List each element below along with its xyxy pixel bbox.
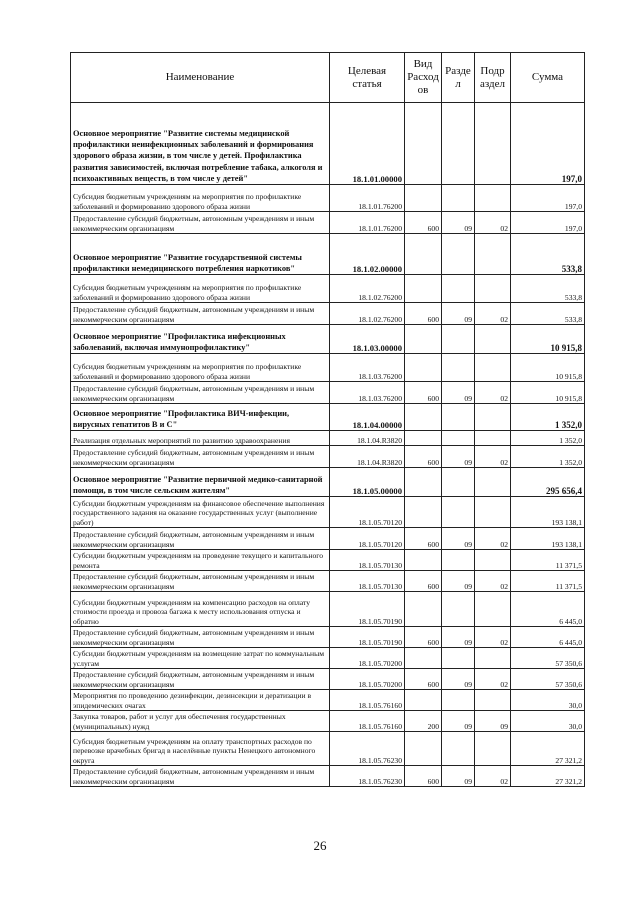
cell-expense-type — [405, 325, 442, 354]
table-row — [71, 446, 585, 468]
cell-expense-type — [405, 690, 442, 711]
table-row — [71, 431, 585, 446]
cell-section — [442, 497, 475, 528]
cell-target-article: 18.1.05.70190 — [330, 592, 405, 627]
cell-sum: 197,0 — [511, 185, 585, 212]
cell-name: Субсидия бюджетным учреждениям на оплату транспортных расходов по перевозке врачебных бригад в населённые пункты Ненецкого автономного округа — [71, 732, 330, 766]
cell-expense-type — [405, 234, 442, 275]
cell-target-article: 18.1.03.00000 — [330, 325, 405, 354]
cell-sum: 295 656,4 — [511, 468, 585, 497]
cell-sum: 11 371,5 — [511, 571, 585, 592]
cell-subsection — [475, 103, 511, 185]
cell-target-article: 18.1.05.70130 — [330, 550, 405, 571]
cell-name: Субсидия бюджетным учреждениям на мероприятия по профилактике заболеваний и формированию здорового образа жизни — [71, 275, 330, 303]
section-row — [71, 468, 585, 497]
table-body — [71, 103, 585, 787]
cell-target-article: 18.1.05.70190 — [330, 627, 405, 648]
header-sum: Сумма — [511, 53, 585, 103]
cell-name: Предоставление субсидий бюджетным, автономным учреждениям и иным некоммерческим организациям — [71, 571, 330, 592]
cell-sum: 57 350,6 — [511, 648, 585, 669]
cell-section — [442, 404, 475, 431]
cell-section: 09 — [442, 571, 475, 592]
cell-subsection — [475, 592, 511, 627]
cell-section: 09 — [442, 766, 475, 787]
cell-expense-type — [405, 468, 442, 497]
table-row — [71, 303, 585, 325]
header-name: Наименование — [71, 53, 330, 103]
cell-section — [442, 185, 475, 212]
cell-subsection: 02 — [475, 627, 511, 648]
cell-expense-type: 600 — [405, 382, 442, 404]
cell-expense-type: 600 — [405, 571, 442, 592]
cell-section — [442, 732, 475, 766]
cell-target-article: 18.1.01.76200 — [330, 212, 405, 234]
cell-sum: 6 445,0 — [511, 627, 585, 648]
cell-name: Субсидии бюджетным учреждениям на компенсацию расходов на оплату стоимости проезда и провоза багажа к месту использования отпуска и обратно — [71, 592, 330, 627]
cell-section — [442, 690, 475, 711]
cell-subsection — [475, 325, 511, 354]
table-row — [71, 627, 585, 648]
cell-name: Предоставление субсидий бюджетным, автономным учреждениям и иным некоммерческим организациям — [71, 446, 330, 468]
cell-name: Субсидия бюджетным учреждениям на мероприятия по профилактике заболеваний и формированию здорового образа жизни — [71, 185, 330, 212]
cell-subsection: 02 — [475, 212, 511, 234]
cell-subsection — [475, 732, 511, 766]
section-row — [71, 404, 585, 431]
cell-sum: 197,0 — [511, 103, 585, 185]
cell-subsection: 02 — [475, 382, 511, 404]
cell-name: Предоставление субсидий бюджетным, автономным учреждениям и иным некоммерческим организациям — [71, 382, 330, 404]
cell-subsection: 02 — [475, 528, 511, 550]
cell-section: 09 — [442, 627, 475, 648]
cell-expense-type — [405, 185, 442, 212]
section-row — [71, 325, 585, 354]
cell-sum: 10 915,8 — [511, 325, 585, 354]
cell-subsection — [475, 275, 511, 303]
cell-expense-type: 600 — [405, 303, 442, 325]
cell-expense-type: 200 — [405, 711, 442, 732]
table-row — [71, 275, 585, 303]
cell-section: 09 — [442, 382, 475, 404]
cell-section — [442, 648, 475, 669]
cell-subsection — [475, 497, 511, 528]
cell-name: Основное мероприятие "Развитие системы медицинской профилактики неинфекционных заболеваний и формирования здорового образа жизни, в том числе у детей. Профилактика развития зависимостей, включая потребление табака, алкоголя и психоактивных веществ, в том числе у детей" — [71, 103, 330, 185]
cell-name: Основное мероприятие "Профилактика ВИЧ-инфекции, вирусных гепатитов В и С" — [71, 404, 330, 431]
section-row — [71, 234, 585, 275]
cell-section: 09 — [442, 528, 475, 550]
cell-name: Субсидии бюджетным учреждениям на возмещение затрат по коммунальным услугам — [71, 648, 330, 669]
cell-section: 09 — [442, 711, 475, 732]
cell-name: Предоставление субсидий бюджетным, автономным учреждениям и иным некоммерческим организациям — [71, 303, 330, 325]
cell-target-article: 18.1.02.00000 — [330, 234, 405, 275]
cell-sum: 27 321,2 — [511, 766, 585, 787]
cell-section: 09 — [442, 446, 475, 468]
cell-target-article: 18.1.03.76200 — [330, 354, 405, 382]
cell-target-article: 18.1.05.70130 — [330, 571, 405, 592]
cell-target-article: 18.1.01.00000 — [330, 103, 405, 185]
cell-expense-type — [405, 550, 442, 571]
cell-subsection: 02 — [475, 766, 511, 787]
cell-sum: 10 915,8 — [511, 354, 585, 382]
table-row — [71, 382, 585, 404]
cell-subsection: 02 — [475, 669, 511, 690]
section-row — [71, 103, 585, 185]
cell-expense-type — [405, 103, 442, 185]
cell-target-article: 18.1.05.76230 — [330, 732, 405, 766]
cell-subsection — [475, 468, 511, 497]
table-row — [71, 497, 585, 528]
cell-expense-type — [405, 648, 442, 669]
header-rz: Разде л — [442, 53, 475, 103]
cell-target-article: 18.1.05.00000 — [330, 468, 405, 497]
cell-subsection — [475, 185, 511, 212]
table-row — [71, 185, 585, 212]
cell-sum: 10 915,8 — [511, 382, 585, 404]
cell-target-article: 18.1.01.76200 — [330, 185, 405, 212]
cell-section: 09 — [442, 303, 475, 325]
cell-name: Субсидии бюджетным учреждениям на финансовое обеспечение выполнения государственного задания на оказание государственных услуг (выполнение работ) — [71, 497, 330, 528]
cell-name: Субсидия бюджетным учреждениям на мероприятия по профилактике заболеваний и формированию здорового образа жизни — [71, 354, 330, 382]
cell-sum: 193 138,1 — [511, 528, 585, 550]
table-row — [71, 354, 585, 382]
cell-subsection: 09 — [475, 711, 511, 732]
page-number: 26 — [313, 838, 327, 853]
cell-sum: 57 350,6 — [511, 669, 585, 690]
cell-sum: 1 352,0 — [511, 431, 585, 446]
cell-expense-type: 600 — [405, 766, 442, 787]
header-vr: Вид Расход ов — [405, 53, 442, 103]
cell-section — [442, 103, 475, 185]
table-row — [71, 690, 585, 711]
cell-expense-type: 600 — [405, 446, 442, 468]
cell-name: Предоставление субсидий бюджетным, автономным учреждениям и иным некоммерческим организациям — [71, 212, 330, 234]
cell-expense-type: 600 — [405, 627, 442, 648]
cell-section — [442, 431, 475, 446]
cell-expense-type — [405, 592, 442, 627]
cell-sum: 533,8 — [511, 234, 585, 275]
cell-subsection — [475, 354, 511, 382]
cell-expense-type: 600 — [405, 669, 442, 690]
cell-name: Реализация отдельных мероприятий по развитию здравоохранения — [71, 431, 330, 446]
cell-target-article: 18.1.02.76200 — [330, 303, 405, 325]
cell-target-article: 18.1.05.70120 — [330, 497, 405, 528]
cell-section — [442, 275, 475, 303]
cell-name: Основное мероприятие "Развитие государственной системы профилактики немедицинского потребления наркотиков" — [71, 234, 330, 275]
cell-target-article: 18.1.02.76200 — [330, 275, 405, 303]
cell-section — [442, 592, 475, 627]
cell-target-article: 18.1.05.70120 — [330, 528, 405, 550]
cell-sum: 6 445,0 — [511, 592, 585, 627]
table-row — [71, 732, 585, 766]
cell-target-article: 18.1.05.76160 — [330, 711, 405, 732]
cell-expense-type — [405, 497, 442, 528]
header-pr: Подр аздел — [475, 53, 511, 103]
table-row — [71, 550, 585, 571]
cell-target-article: 18.1.03.76200 — [330, 382, 405, 404]
cell-subsection — [475, 404, 511, 431]
cell-expense-type — [405, 732, 442, 766]
cell-name: Предоставление субсидий бюджетным, автономным учреждениям и иным некоммерческим организациям — [71, 766, 330, 787]
cell-subsection — [475, 690, 511, 711]
cell-subsection: 02 — [475, 446, 511, 468]
cell-target-article: 18.1.05.70200 — [330, 669, 405, 690]
cell-section: 09 — [442, 669, 475, 690]
cell-subsection: 02 — [475, 303, 511, 325]
cell-section — [442, 234, 475, 275]
budget-table — [70, 52, 585, 787]
cell-expense-type — [405, 404, 442, 431]
cell-subsection — [475, 648, 511, 669]
table-row — [71, 571, 585, 592]
cell-sum: 30,0 — [511, 711, 585, 732]
cell-target-article: 18.1.04.R3820 — [330, 431, 405, 446]
cell-expense-type — [405, 354, 442, 382]
cell-expense-type: 600 — [405, 528, 442, 550]
cell-expense-type: 600 — [405, 212, 442, 234]
table-row — [71, 592, 585, 627]
table-row — [71, 648, 585, 669]
table-row — [71, 669, 585, 690]
cell-name: Основное мероприятие "Развитие первичной медико-санитарной помощи, в том числе сельским жителям" — [71, 468, 330, 497]
cell-target-article: 18.1.05.70200 — [330, 648, 405, 669]
cell-section — [442, 325, 475, 354]
cell-expense-type — [405, 431, 442, 446]
cell-target-article: 18.1.04.00000 — [330, 404, 405, 431]
cell-sum: 533,8 — [511, 303, 585, 325]
table-header — [71, 53, 585, 103]
cell-section — [442, 550, 475, 571]
cell-name: Основное мероприятие "Профилактика инфекционных заболеваний, включая иммунопрофилактику" — [71, 325, 330, 354]
cell-subsection — [475, 234, 511, 275]
cell-target-article: 18.1.04.R3820 — [330, 446, 405, 468]
cell-name: Предоставление субсидий бюджетным, автономным учреждениям и иным некоммерческим организациям — [71, 669, 330, 690]
cell-name: Предоставление субсидий бюджетным, автономным учреждениям и иным некоммерческим организациям — [71, 627, 330, 648]
cell-expense-type — [405, 275, 442, 303]
header-row — [71, 53, 585, 103]
cell-sum: 533,8 — [511, 275, 585, 303]
table-row — [71, 528, 585, 550]
cell-sum: 27 321,2 — [511, 732, 585, 766]
cell-target-article: 18.1.05.76160 — [330, 690, 405, 711]
header-code: Целевая статья — [330, 53, 405, 103]
cell-name: Субсидии бюджетным учреждениям на проведение текущего и капитального ремонта — [71, 550, 330, 571]
cell-sum: 30,0 — [511, 690, 585, 711]
cell-sum: 1 352,0 — [511, 446, 585, 468]
cell-section: 09 — [442, 212, 475, 234]
cell-target-article: 18.1.05.76230 — [330, 766, 405, 787]
cell-name: Мероприятия по проведению дезинфекции, дезинсекции и дератизации в эпидемических очагах — [71, 690, 330, 711]
cell-sum: 11 371,5 — [511, 550, 585, 571]
cell-name: Предоставление субсидий бюджетным, автономным учреждениям и иным некоммерческим организациям — [71, 528, 330, 550]
cell-name: Закупка товаров, работ и услуг для обеспечения государственных (муниципальных) нужд — [71, 711, 330, 732]
table-row — [71, 212, 585, 234]
cell-subsection — [475, 431, 511, 446]
cell-sum: 193 138,1 — [511, 497, 585, 528]
cell-sum: 197,0 — [511, 212, 585, 234]
cell-section — [442, 354, 475, 382]
cell-section — [442, 468, 475, 497]
table-row — [71, 711, 585, 732]
cell-subsection — [475, 550, 511, 571]
cell-subsection: 02 — [475, 571, 511, 592]
table-row — [71, 766, 585, 787]
cell-sum: 1 352,0 — [511, 404, 585, 431]
